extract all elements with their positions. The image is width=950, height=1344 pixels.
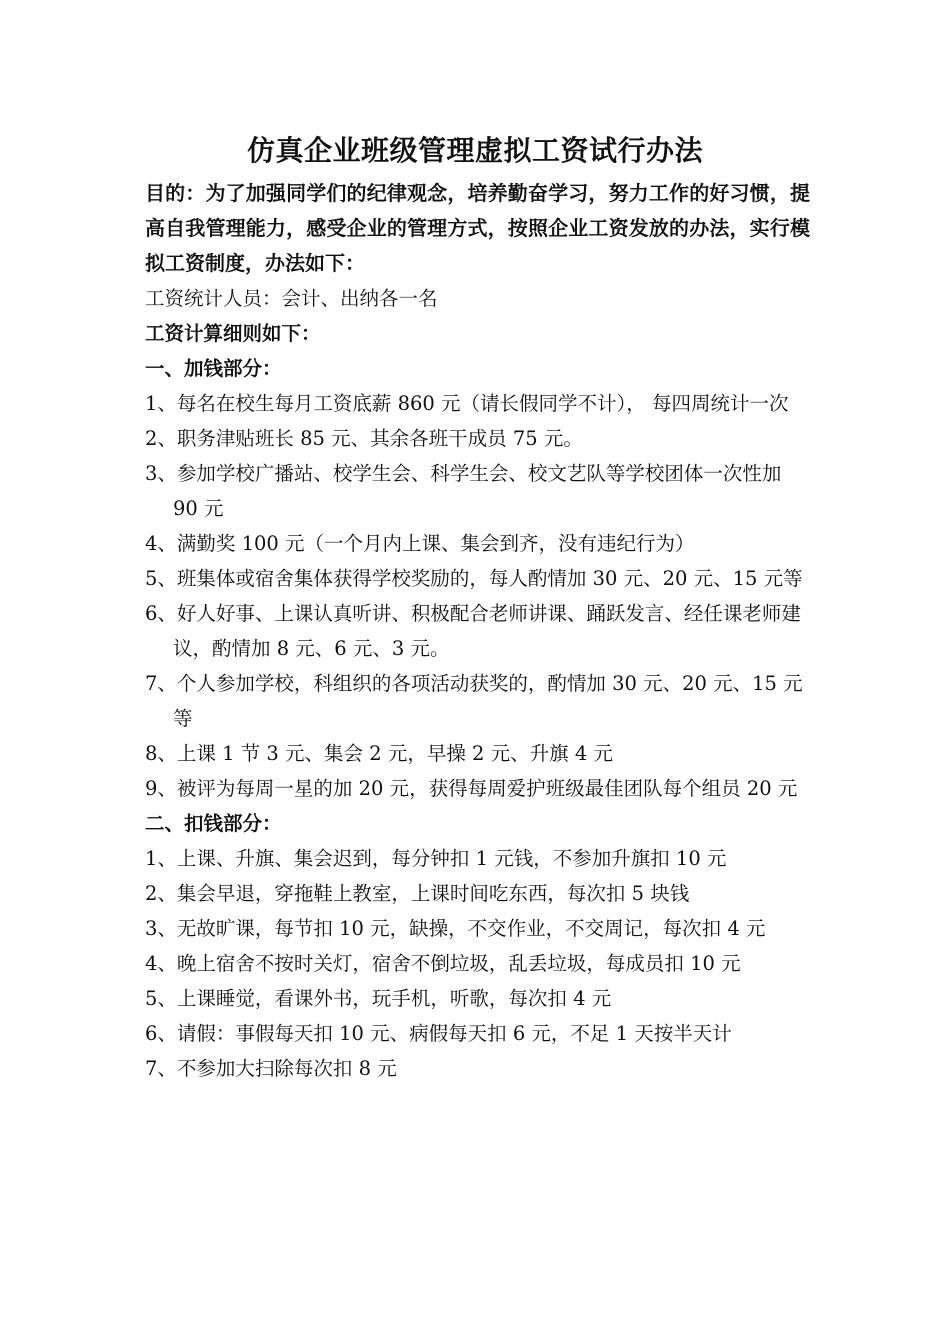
deduct-item-7: 7、不参加大扫除每次扣 8 元 [145, 1057, 397, 1080]
deduct-section-heading: 二、扣钱部分： [145, 812, 282, 835]
deduct-item-4: 4、晚上宿舍不按时关灯，宿舍不倒垃圾，乱丢垃圾，每成员扣 10 元 [145, 952, 741, 975]
deduct-item-6: 6、请假：事假每天扣 10 元、病假每天扣 6 元，不足 1 天按半天计 [145, 1022, 732, 1045]
add-item-7: 7、个人参加学校，科组织的各项活动获奖的，酌情加 30 元、20 元、15 元等 [145, 672, 803, 730]
deduct-item-5: 5、上课睡觉，看课外书，玩手机，听歌，每次扣 4 元 [145, 987, 612, 1010]
add-item-8: 8、上课 1 节 3 元、集会 2 元，早操 2 元、升旗 4 元 [145, 742, 613, 765]
add-item-3: 3、参加学校广播站、校学生会、科学生会、校文艺队等学校团体一次性加 90 元 [145, 462, 782, 520]
add-item-9: 9、被评为每周一星的加 20 元，获得每周爱护班级最佳团队每个组员 20 元 [145, 777, 798, 800]
staff-line: 工资统计人员：会计、出纳各一名 [145, 287, 438, 310]
purpose-paragraph: 目的：为了加强同学们的纪律观念，培养勤奋学习，努力工作的好习惯，提高自我管理能力，感受企业的管理方式，按照企业工资发放的办法，实行模拟工资制度，办法如下： [145, 181, 810, 275]
add-section-heading: 一、加钱部分： [145, 357, 282, 380]
add-item-5: 5、班集体或宿舍集体获得学校奖励的，每人酌情加 30 元、20 元、15 元等 [145, 567, 803, 590]
add-item-2: 2、职务津贴班长 85 元、其余各班干成员 75 元。 [145, 427, 583, 450]
add-item-6: 6、好人好事、上课认真听讲、积极配合老师讲课、踊跃发言、经任课老师建议，酌情加 8 元、6 元、3 元。 [145, 602, 801, 660]
deduct-item-2: 2、集会早退，穿拖鞋上教室，上课时间吃东西，每次扣 5 块钱 [145, 882, 690, 905]
add-item-1: 1、每名在校生每月工资底薪 860 元（请长假同学不计）， 每四周统计一次 [145, 392, 789, 415]
document-title: 仿真企业班级管理虚拟工资试行办法 [246, 134, 703, 167]
deduct-item-1: 1、上课、升旗、集会迟到，每分钟扣 1 元钱，不参加升旗扣 10 元 [145, 847, 727, 870]
add-item-4: 4、满勤奖 100 元（一个月内上课、集会到齐，没有违纪行为） [145, 532, 695, 555]
deduct-item-3: 3、无故旷课，每节扣 10 元，缺操，不交作业，不交周记，每次扣 4 元 [145, 917, 766, 940]
rules-heading: 工资计算细则如下： [145, 322, 321, 345]
document-body [145, 176, 810, 1086]
